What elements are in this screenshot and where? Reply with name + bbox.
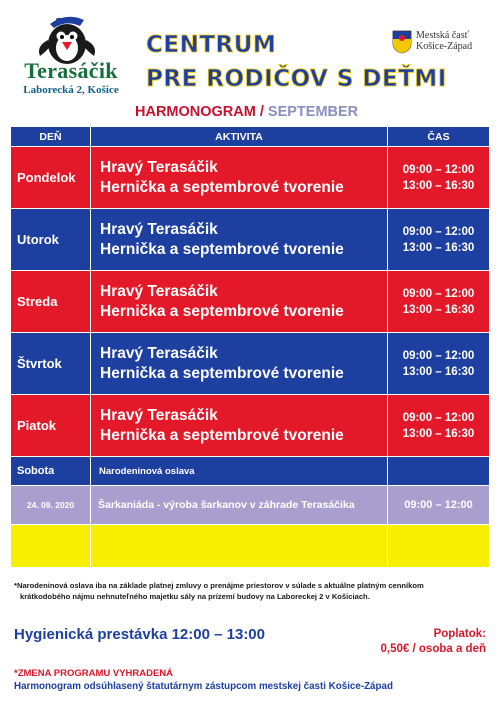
time-line2: 13:00 – 16:30	[402, 303, 475, 316]
row-time	[388, 333, 489, 394]
footnote	[14, 580, 490, 602]
row-time	[388, 395, 489, 456]
activity-line2: Hernička a septembrové tvorenie	[100, 178, 344, 196]
row-time-empty	[388, 457, 489, 485]
row-activity	[91, 271, 387, 332]
fee-value: 0,50€ / osoba a deň	[380, 643, 486, 655]
time-line2: 13:00 – 16:30	[402, 179, 475, 192]
row-time	[388, 271, 489, 332]
table-row-saturday	[11, 457, 489, 485]
time-line1: 09:00 – 12:00	[402, 163, 475, 176]
time-line1: 09:00 – 12:00	[402, 287, 475, 300]
row-day: Sobota	[11, 457, 90, 485]
empty-cell	[11, 525, 90, 567]
time-line2: 13:00 – 16:30	[402, 427, 475, 440]
schedule-table	[11, 127, 489, 571]
schedule-heading	[135, 104, 358, 120]
table-row	[11, 209, 489, 270]
activity-line2: Hernička a septembrové tvorenie	[100, 240, 344, 258]
schedule-separator: /	[259, 104, 264, 120]
district-name-line2: Košice-Západ	[416, 41, 473, 52]
district-crest-icon	[392, 30, 412, 54]
row-activity	[91, 395, 387, 456]
event-time: 09:00 – 12:00	[388, 486, 489, 524]
table-row	[11, 333, 489, 394]
logo-name: Terasáčik	[24, 58, 118, 83]
table-row	[11, 147, 489, 208]
empty-cell	[388, 525, 489, 567]
time-line2: 13:00 – 16:30	[402, 241, 475, 254]
header-time: ČAS	[388, 127, 489, 146]
row-activity	[91, 209, 387, 270]
footnote-line1: *Narodeninová oslava iba na základe platnej zmluvy o prenájme priestorov v súlade s aktuálne platným cenníkom	[14, 581, 424, 590]
row-activity: Narodeninová oslava	[91, 457, 387, 485]
row-day: Pondelok	[11, 147, 90, 208]
time-line2: 13:00 – 16:30	[402, 365, 475, 378]
row-activity	[91, 333, 387, 394]
time-line1: 09:00 – 12:00	[402, 411, 475, 424]
terasacik-logo	[10, 10, 132, 102]
activity-line2: Hernička a septembrové tvorenie	[100, 364, 344, 382]
schedule-label: HARMONOGRAM	[135, 104, 256, 120]
header-activity: AKTIVITA	[91, 127, 387, 146]
hygiene-break: Hygienická prestávka 12:00 – 13:00	[14, 626, 265, 643]
activity-line1: Hravý Terasáčik	[100, 158, 218, 176]
header-day: DEŇ	[11, 127, 90, 146]
activity-line2: Hernička a septembrové tvorenie	[100, 302, 344, 320]
row-time	[388, 147, 489, 208]
table-row	[11, 271, 489, 332]
table-row	[11, 395, 489, 456]
logo-address: Laborecká 2, Košice	[23, 84, 119, 96]
district-logo	[392, 30, 492, 60]
row-day: Utorok	[11, 209, 90, 270]
time-line1: 09:00 – 12:00	[402, 349, 475, 362]
district-name-line1: Mestská časť	[416, 30, 469, 41]
activity-line2: Hernička a septembrové tvorenie	[100, 426, 344, 444]
row-day: Štvrtok	[11, 333, 90, 394]
activity-line1: Hravý Terasáčik	[100, 220, 218, 238]
table-row-empty	[11, 525, 489, 567]
activity-line1: Hravý Terasáčik	[100, 282, 218, 300]
activity-line1: Hravý Terasáčik	[100, 344, 218, 362]
table-header	[11, 127, 489, 146]
row-day: Piatok	[11, 395, 90, 456]
table-row-special-event	[11, 486, 489, 524]
change-notice: *ZMENA PROGRAMU VYHRADENÁ	[14, 668, 174, 679]
fee-label: Poplatok:	[433, 628, 486, 640]
empty-cell	[91, 525, 387, 567]
schedule-month: SEPTEMBER	[267, 104, 359, 120]
page-title-line2: PRE RODIČOV S DEŤMI	[146, 66, 447, 92]
event-activity: Šarkaniáda - výroba šarkanov v záhrade Terasáčika	[91, 486, 387, 524]
time-line1: 09:00 – 12:00	[402, 225, 475, 238]
row-activity	[91, 147, 387, 208]
footnote-line2: krátkodobého nájmu nehnuteľného majetku sály na prízemí budovy na Laboreckej 2 v Košiciach.	[20, 592, 370, 601]
event-date: 24. 09. 2020	[11, 486, 90, 524]
approval-note: Harmonogram odsúhlasený štatutárnym zástupcom mestskej časti Košice-Západ	[14, 681, 393, 692]
row-time	[388, 209, 489, 270]
row-day: Streda	[11, 271, 90, 332]
activity-line1: Hravý Terasáčik	[100, 406, 218, 424]
page-title-line1: CENTRUM	[146, 32, 277, 58]
